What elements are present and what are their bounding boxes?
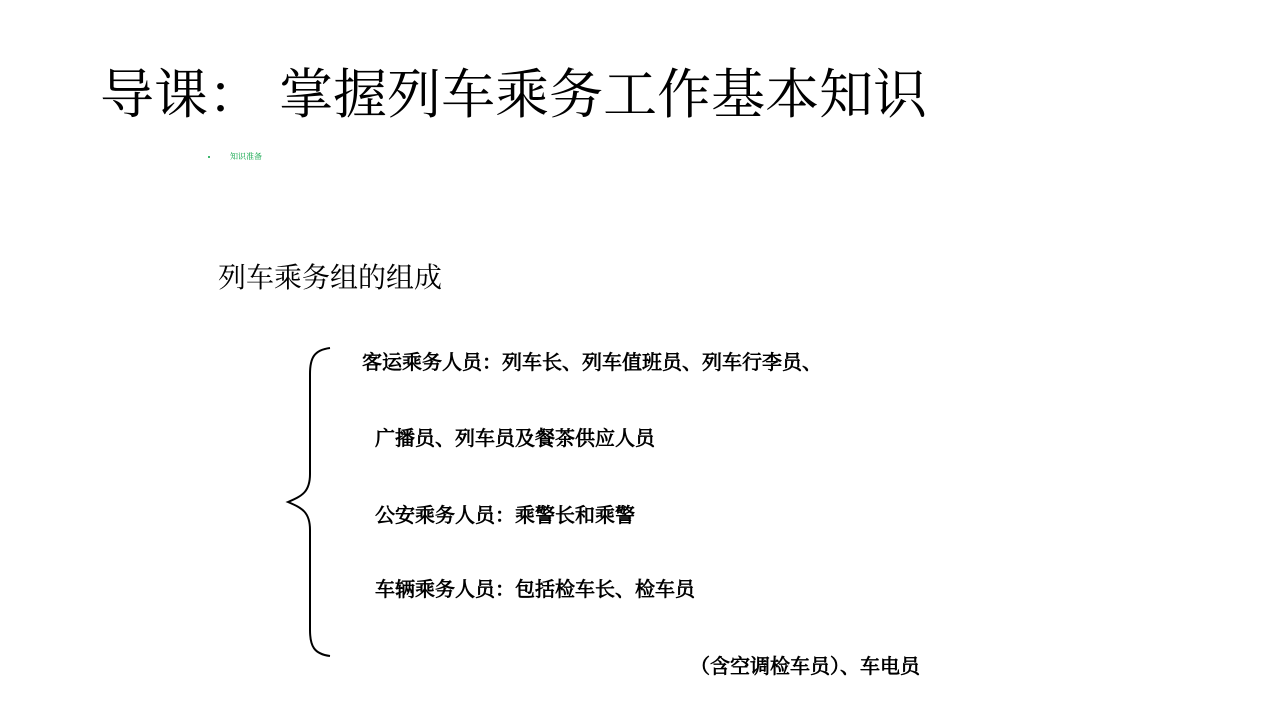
crew-line-2: 广播员、列车员及餐茶供应人员 (375, 426, 655, 450)
bullet-text: 知识准备 (230, 152, 262, 161)
slide-title: 导课： 掌握列车乘务工作基本知识 (100, 63, 928, 126)
crew-line-3: 公安乘务人员：乘警长和乘警 (375, 503, 635, 527)
crew-line-1: 客运乘务人员：列车长、列车值班员、列车行李员、 (362, 350, 822, 374)
left-brace-icon (280, 344, 340, 660)
section-heading: 列车乘务组的组成 (218, 261, 443, 294)
crew-line-4: 车辆乘务人员：包括检车长、检车员 (375, 577, 695, 601)
bullet-dot-icon (208, 156, 210, 158)
crew-line-5: （含空调检车员）、车电员 (690, 654, 920, 678)
bullet-item (208, 153, 262, 161)
